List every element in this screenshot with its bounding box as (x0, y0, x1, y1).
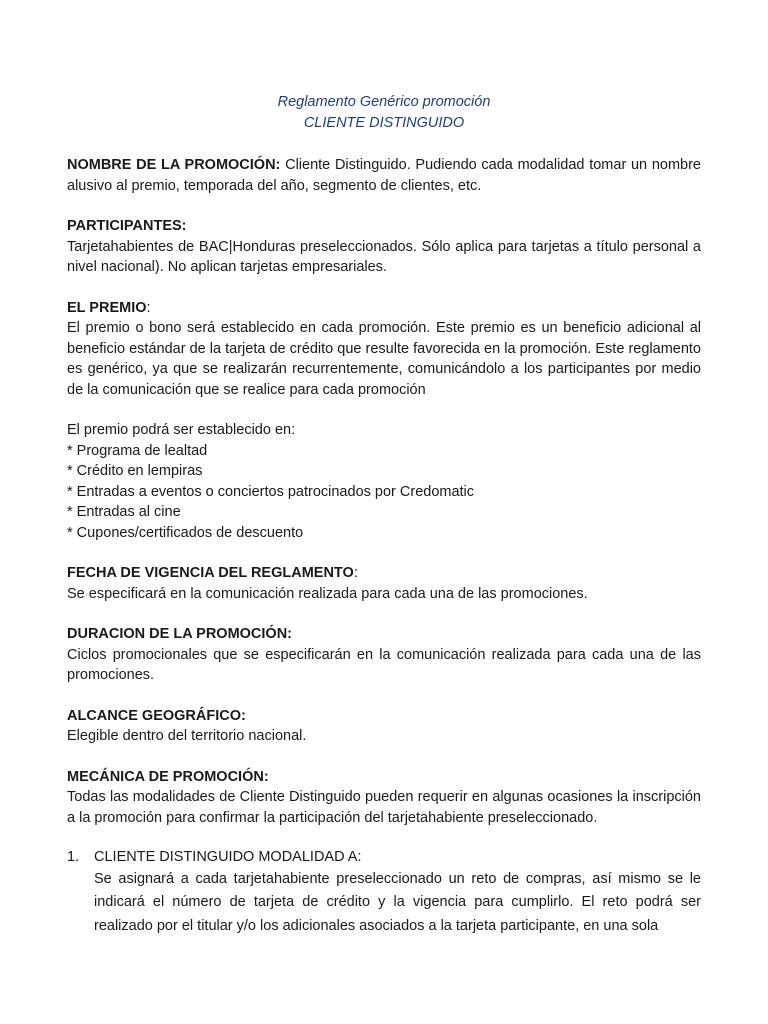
list-item: * Entradas al cine (67, 504, 181, 520)
duracion-text: Ciclos promocionales que se especificarán en la comunicación realizada para cada una de las promociones. (67, 646, 701, 683)
list-item: * Entradas a eventos o conciertos patrocinados por Credomatic (67, 483, 475, 500)
premio-heading: EL PREMIO (67, 299, 147, 316)
premio-list-intro: El premio podrá ser establecido en: (67, 422, 296, 438)
title-line-2: CLIENTE DISTINGUIDO (303, 115, 465, 131)
vigencia-text: Se especificará en la comunicación realizada para cada una de las promociones. (67, 585, 588, 602)
section-nombre (67, 155, 701, 196)
nombre-text: Cliente Distinguido. Pudiendo cada modalidad tomar un nombre alusivo al premio, temporada del año, segmento de clientes, etc. (67, 157, 701, 194)
list-item: * Crédito en lempiras (67, 463, 203, 479)
premio-colon: : (146, 299, 151, 316)
mecanica-heading: MECÁNICA DE PROMOCIÓN: (67, 768, 269, 785)
alcance-text: Elegible dentro del territorio nacional. (67, 728, 307, 744)
vigencia-heading: FECHA DE VIGENCIA DEL REGLAMENTO (67, 565, 354, 581)
document-title (67, 92, 701, 134)
title-line-1: Reglamento Genérico promoción (277, 94, 491, 110)
section-participantes (67, 216, 701, 278)
alcance-heading: ALCANCE GEOGRÁFICO: (67, 707, 246, 724)
item-number: 1. (67, 849, 80, 865)
list-item: * Cupones/certificados de descuento (67, 524, 304, 541)
item-title: CLIENTE DISTINGUIDO MODALIDAD A: (94, 849, 362, 865)
item-text: Se asignará a cada tarjetahabiente preseleccionado un reto de compras, así mismo se le indicará el número de tarjeta de crédito y la vigencia para cumplirlo. El reto podrá ser realizado por el titular y/o los adicionales asociados a la tarjeta participante, en una sola (94, 870, 701, 934)
mecanica-text: Todas las modalidades de Cliente Distinguido pueden requerir en algunas ocasiones la inscripción a la promoción para confirmar la participación del tarjetahabiente preseleccionado. (67, 789, 701, 826)
section-vigencia (67, 563, 701, 604)
section-mecanica (67, 767, 701, 939)
section-premio-list (67, 420, 701, 543)
item-body (94, 847, 701, 938)
participantes-heading: PARTICIPANTES: (67, 218, 187, 234)
duracion-heading: DURACION DE LA PROMOCIÓN: (67, 626, 293, 642)
section-duracion (67, 624, 701, 686)
premio-text: El premio o bono será establecido en cada promoción. Este premio es un beneficio adicional al beneficio estándar de la tarjeta de crédito que resulte favorecida en la promoción. Este reglamento es genérico, ya que se realizarán recurrentemente, comunicándolo a los participantes por medio de la comunicación que se realice para cada promoción (67, 320, 701, 398)
section-premio (67, 298, 701, 401)
vigencia-colon: : (353, 565, 358, 581)
document-page (67, 92, 701, 938)
section-alcance (67, 706, 701, 747)
nombre-heading: NOMBRE DE LA PROMOCIÓN: (67, 157, 281, 173)
premio-list (67, 441, 701, 544)
mecanica-item-1 (67, 847, 701, 938)
list-item: * Programa de lealtad (67, 442, 208, 459)
participantes-text: Tarjetahabientes de BAC|Honduras preseleccionados. Sólo aplica para tarjetas a título personal a nivel nacional). No aplican tarjetas empresariales. (67, 238, 701, 275)
